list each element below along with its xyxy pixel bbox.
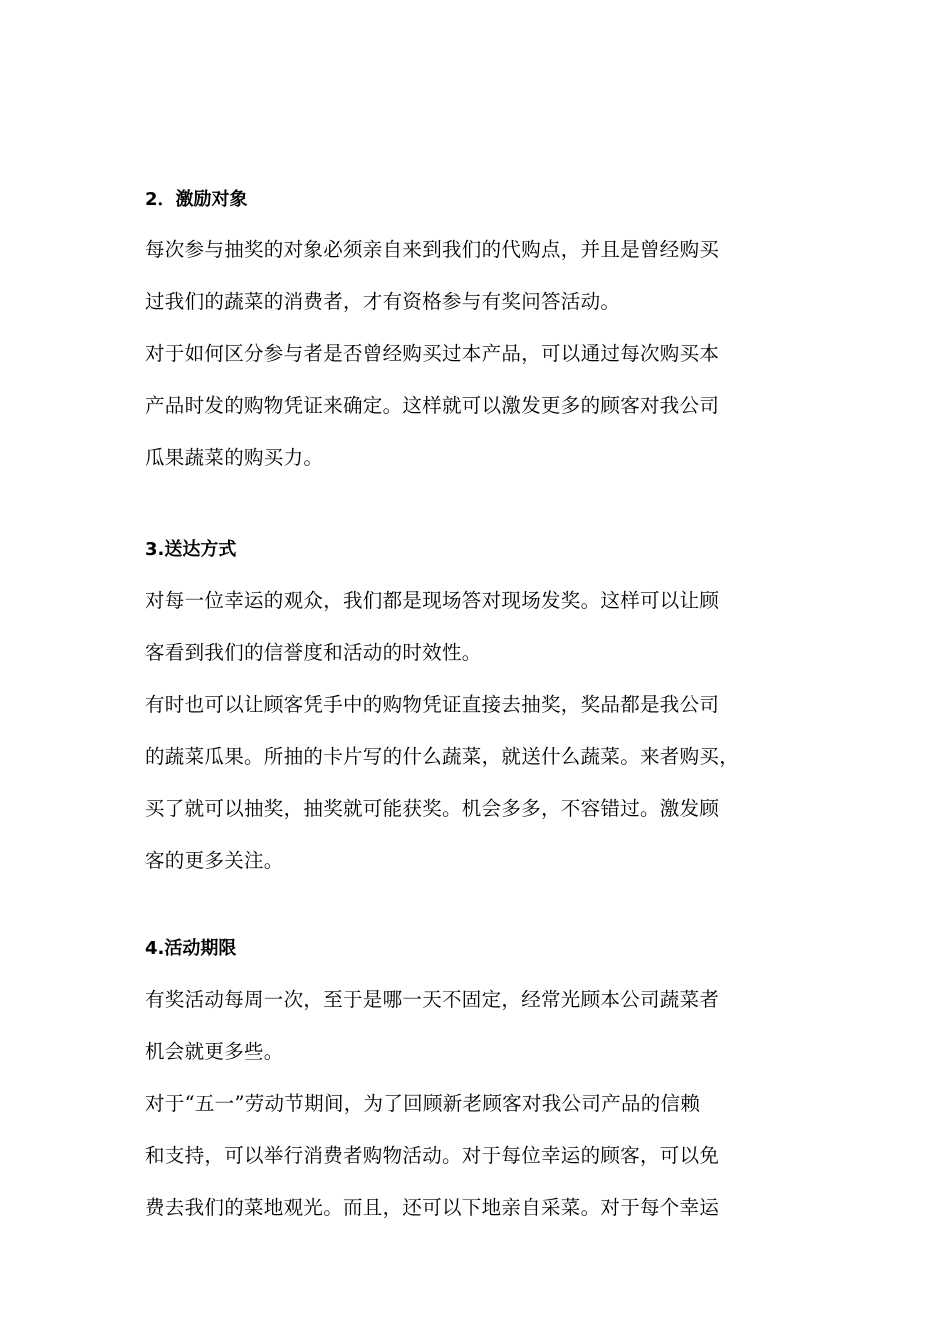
paragraph-line: 买了就可以抽奖，抽奖就可能获奖。机会多多，不容错过。激发顾 [145, 797, 720, 820]
paragraph-line: 对于“五一”劳动节期间，为了回顾新老顾客对我公司产品的信赖 [145, 1092, 701, 1115]
paragraph-line: 产品时发的购物凭证来确定。这样就可以激发更多的顾客对我公司 [145, 394, 720, 417]
section-heading-incentive-target: 2．激励对象 [145, 189, 248, 210]
paragraph-line: 每次参与抽奖的对象必须亲自来到我们的代购点，并且是曾经购买 [145, 238, 720, 261]
section-heading-delivery-method: 3.送达方式 [145, 539, 237, 560]
paragraph-line: 机会就更多些。 [145, 1040, 284, 1063]
section-heading-activity-period: 4.活动期限 [145, 938, 237, 959]
paragraph-line: 有奖活动每周一次，至于是哪一天不固定，经常光顾本公司蔬菜者 [145, 988, 720, 1011]
paragraph-line: 客的更多关注。 [145, 849, 284, 872]
paragraph-line: 瓜果蔬菜的购买力。 [145, 446, 324, 469]
paragraph-line: 和支持，可以举行消费者购物活动。对于每位幸运的顾客，可以免 [145, 1144, 720, 1167]
paragraph-line: 费去我们的菜地观光。而且，还可以下地亲自采菜。对于每个幸运 [145, 1196, 720, 1219]
paragraph-line: 过我们的蔬菜的消费者，才有资格参与有奖问答活动。 [145, 290, 621, 313]
paragraph-line: 客看到我们的信誉度和活动的时效性。 [145, 641, 482, 664]
paragraph-line: 有时也可以让顾客凭手中的购物凭证直接去抽奖，奖品都是我公司 [145, 693, 720, 716]
paragraph-line: 对于如何区分参与者是否曾经购买过本产品，可以通过每次购买本 [145, 342, 720, 365]
paragraph-line: 对每一位幸运的观众，我们都是现场答对现场发奖。这样可以让顾 [145, 589, 720, 612]
paragraph-line: 的蔬菜瓜果。所抽的卡片写的什么蔬菜，就送什么蔬菜。来者购买， [145, 745, 740, 768]
